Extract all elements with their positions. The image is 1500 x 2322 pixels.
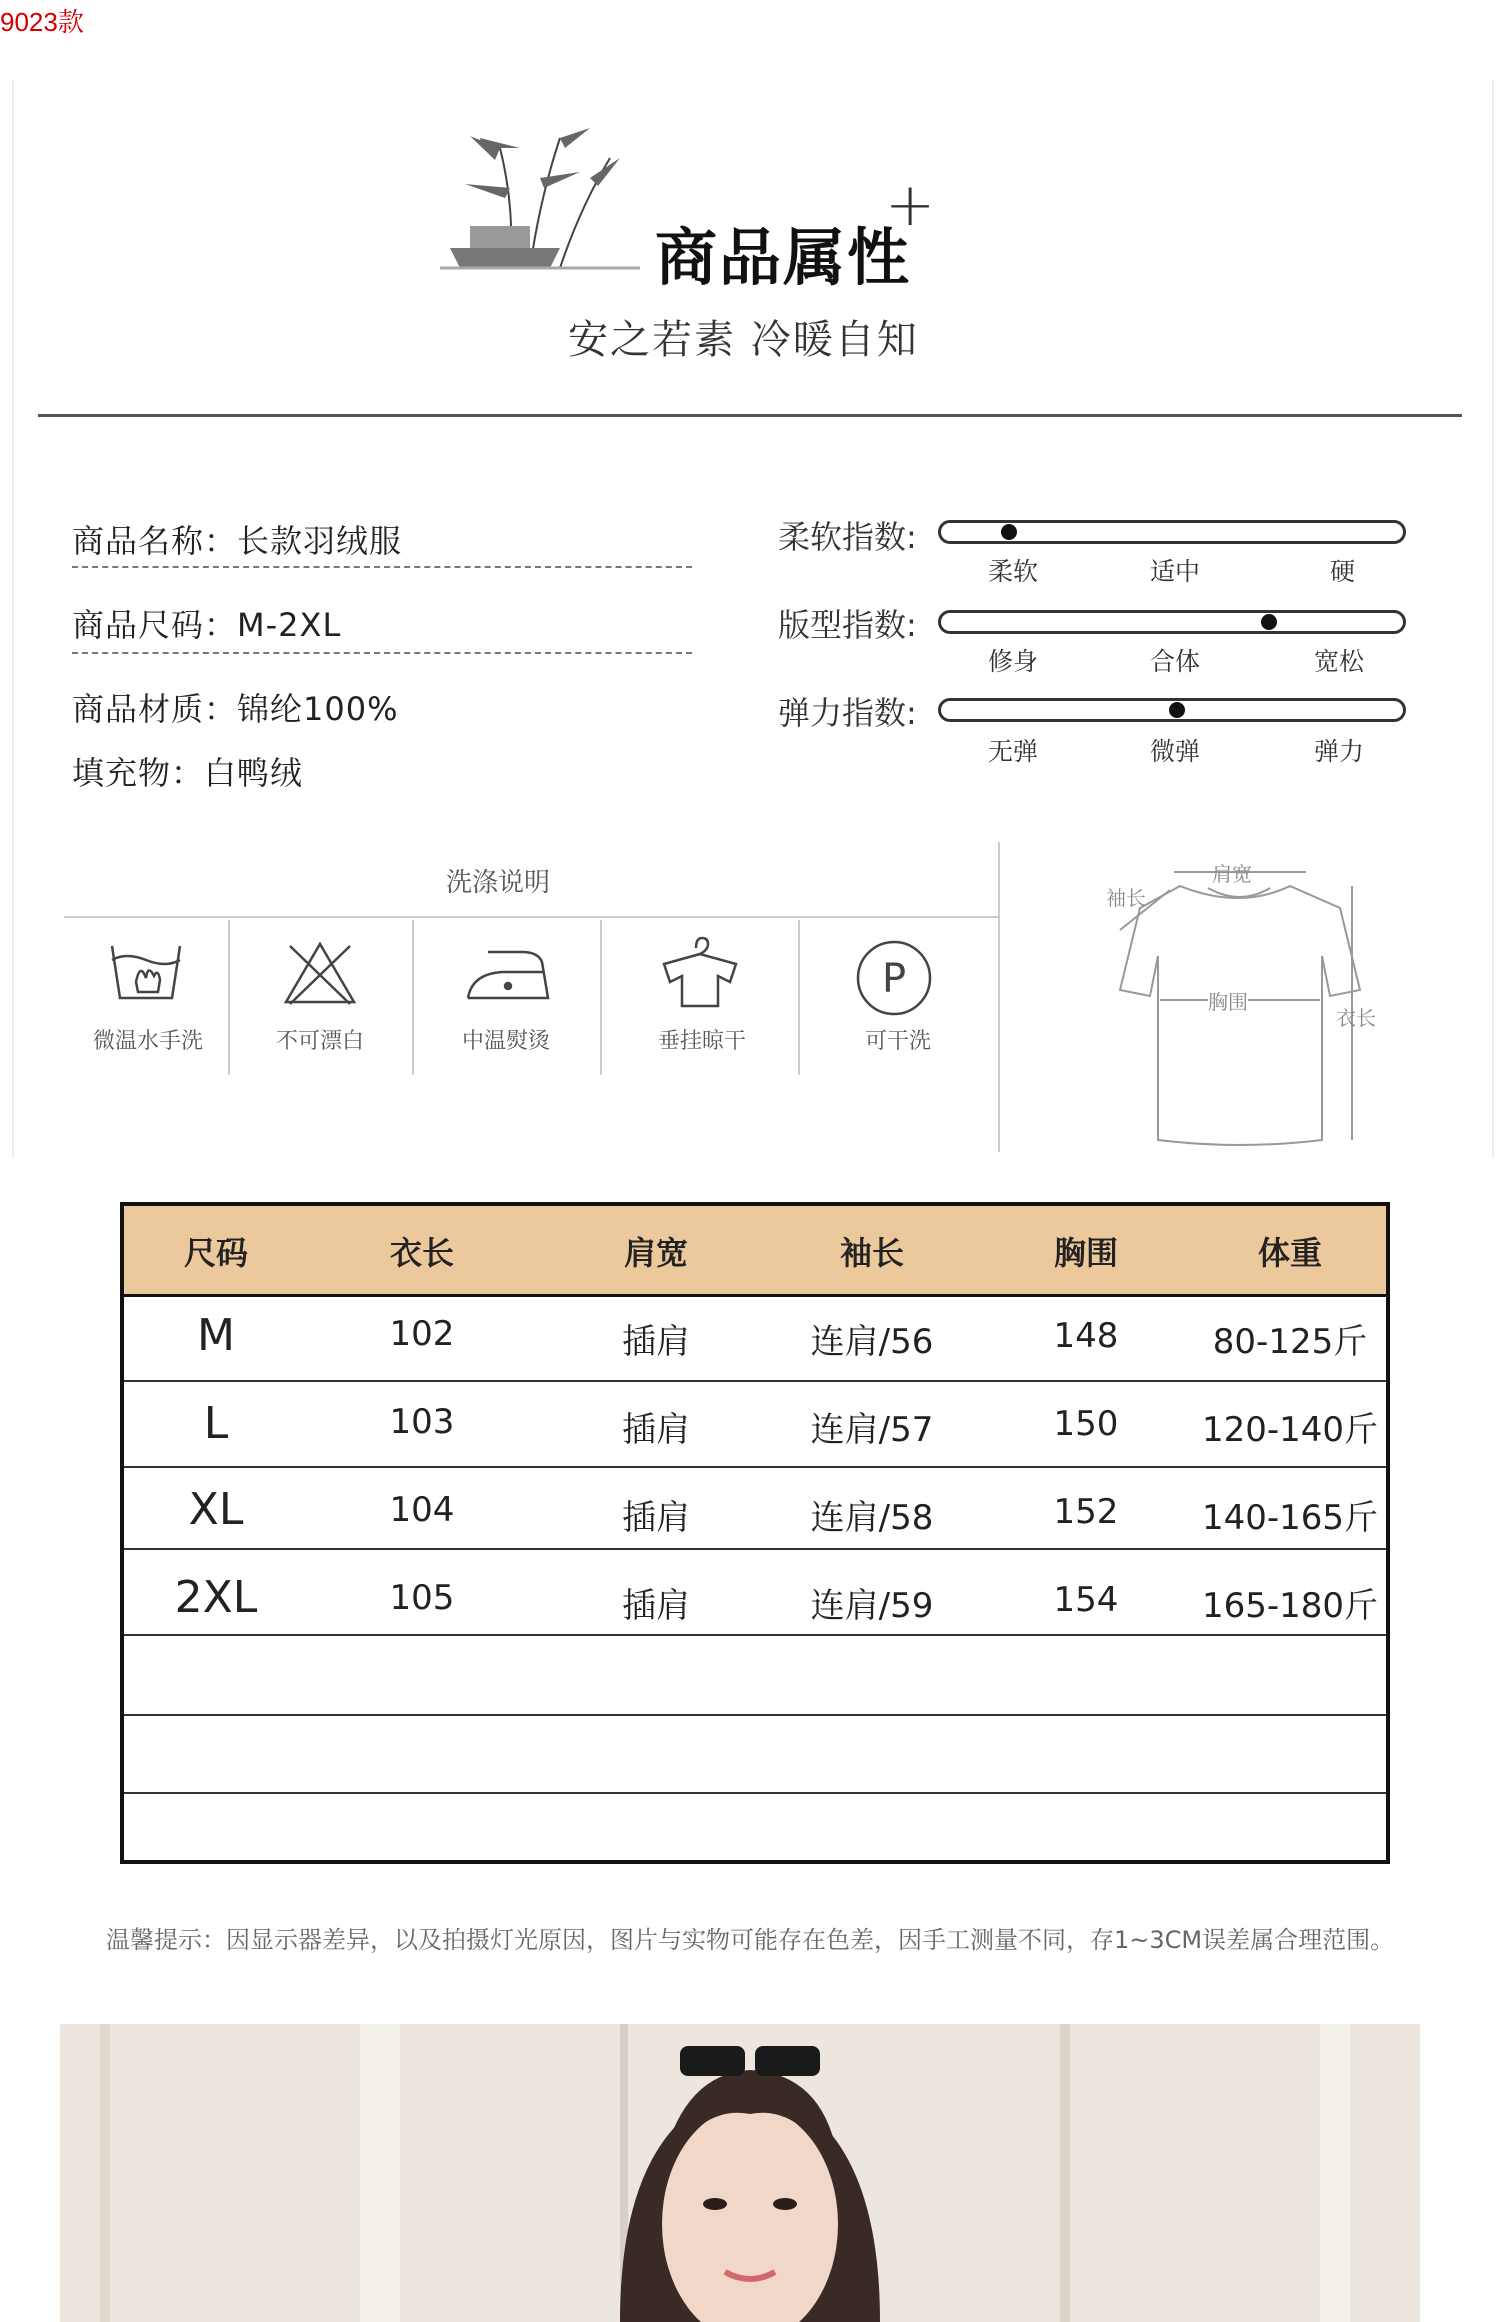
attr-filling: 填充物：白鸭绒 [72, 754, 304, 792]
section-divider [998, 842, 1000, 1152]
table-cell: 120-140斤 [1201, 1410, 1379, 1450]
row-divider [124, 1380, 1386, 1382]
chest-label: 胸围 [1208, 986, 1248, 1015]
fit-index-track [938, 610, 1406, 634]
wash-instructions-title: 洗涤说明 [446, 868, 551, 898]
wash-separator [600, 920, 602, 1075]
row-divider [124, 1466, 1386, 1468]
table-cell-size: 2XL [174, 1572, 258, 1623]
iron-label: 中温熨烫 [461, 1029, 550, 1054]
table-cell: 插肩 [622, 1410, 690, 1450]
softness-index-marker [1001, 524, 1017, 540]
bamboo-boat-illustration [440, 118, 640, 278]
fit-option: 修身 [988, 647, 1039, 676]
table-cell: 80-125斤 [1212, 1322, 1368, 1362]
sleeve-length-label: 袖长 [1106, 886, 1146, 910]
model-photo-illustration [60, 2024, 1420, 2322]
attr-divider [72, 652, 692, 654]
section-subtitle: 安之若素 冷暖自知 [568, 317, 919, 363]
svg-text:P: P [881, 956, 907, 1002]
product-code: 9023款 [0, 7, 84, 37]
table-cell-size: XL [188, 1484, 244, 1535]
shoulder-width-label: 肩宽 [1212, 862, 1252, 886]
section-title: 商品属性 [655, 221, 912, 294]
table-cell: 105 [389, 1578, 455, 1618]
wash-separator [412, 920, 414, 1075]
table-cell: 148 [1053, 1316, 1119, 1356]
header-divider [38, 414, 1462, 417]
elasticity-option: 无弹 [988, 737, 1039, 766]
fit-option: 宽松 [1314, 647, 1365, 676]
row-divider [124, 1714, 1386, 1716]
no-bleach-icon [282, 938, 358, 1008]
table-cell: 102 [389, 1314, 455, 1354]
dry-clean-label: 可干洗 [864, 1029, 931, 1054]
wash-separator [798, 920, 800, 1075]
col-header-length: 衣长 [389, 1234, 454, 1272]
elasticity-index-label: 弹力指数: [778, 694, 917, 732]
table-cell-size: L [203, 1398, 229, 1449]
elasticity-option: 弹力 [1314, 737, 1365, 766]
elasticity-index-track [938, 698, 1406, 722]
table-cell: 165-180斤 [1201, 1586, 1379, 1626]
fit-index-marker [1261, 614, 1277, 630]
attr-divider [72, 566, 692, 568]
table-cell: 连肩/58 [810, 1498, 934, 1538]
table-cell: 插肩 [622, 1322, 690, 1362]
hang-dry-label: 垂挂晾干 [657, 1029, 746, 1054]
table-cell: 连肩/57 [810, 1410, 934, 1450]
tip-note: 温馨提示：因显示器差异，以及拍摄灯光原因，图片与实物可能存在色差，因手工测量不同，存1~3CM误差属合理范围。 [106, 1926, 1395, 1954]
col-header-chest: 胸围 [1053, 1234, 1118, 1272]
fit-index-label: 版型指数: [778, 606, 917, 644]
wash-divider [64, 916, 1000, 918]
row-divider [124, 1792, 1386, 1794]
dry-clean-icon [854, 938, 934, 1018]
col-header-shoulder: 肩宽 [623, 1234, 688, 1272]
table-cell: 连肩/56 [810, 1322, 934, 1362]
garment-length-label: 衣长 [1336, 1006, 1376, 1030]
hand-wash-icon [106, 938, 186, 1004]
attr-product-size: 商品尺码：M-2XL [72, 606, 342, 644]
plus-decoration: + [885, 170, 936, 240]
table-cell: 150 [1053, 1404, 1119, 1444]
iron-icon [462, 944, 552, 1004]
softness-option: 适中 [1150, 557, 1201, 586]
table-cell: 154 [1053, 1580, 1119, 1620]
table-cell: 152 [1053, 1492, 1119, 1532]
fit-option: 合体 [1150, 647, 1201, 676]
col-header-size: 尺码 [183, 1234, 248, 1272]
attr-product-name: 商品名称：长款羽绒服 [72, 522, 403, 560]
softness-option: 硬 [1330, 557, 1356, 586]
table-cell: 连肩/59 [810, 1586, 934, 1626]
size-table-header [124, 1206, 1386, 1297]
table-cell: 插肩 [622, 1498, 690, 1538]
hand-wash-label: 微温水手洗 [92, 1029, 203, 1054]
table-cell-size: M [197, 1310, 235, 1361]
row-divider [124, 1548, 1386, 1550]
softness-index-track [938, 520, 1406, 544]
row-divider [124, 1634, 1386, 1636]
table-cell: 140-165斤 [1201, 1498, 1379, 1538]
model-photo [60, 2024, 1420, 2322]
softness-index-label: 柔软指数: [778, 518, 917, 556]
softness-option: 柔软 [988, 557, 1039, 586]
no-bleach-label: 不可漂白 [275, 1029, 364, 1054]
hang-dry-icon [658, 930, 742, 1010]
attr-material: 商品材质：锦纶100% [72, 690, 399, 728]
col-header-sleeve: 袖长 [839, 1234, 904, 1272]
table-cell: 103 [389, 1402, 455, 1442]
col-header-weight: 体重 [1257, 1234, 1322, 1272]
table-cell: 104 [389, 1490, 455, 1530]
elasticity-index-marker [1169, 702, 1185, 718]
elasticity-option: 微弹 [1150, 737, 1201, 766]
table-cell: 插肩 [622, 1586, 690, 1626]
